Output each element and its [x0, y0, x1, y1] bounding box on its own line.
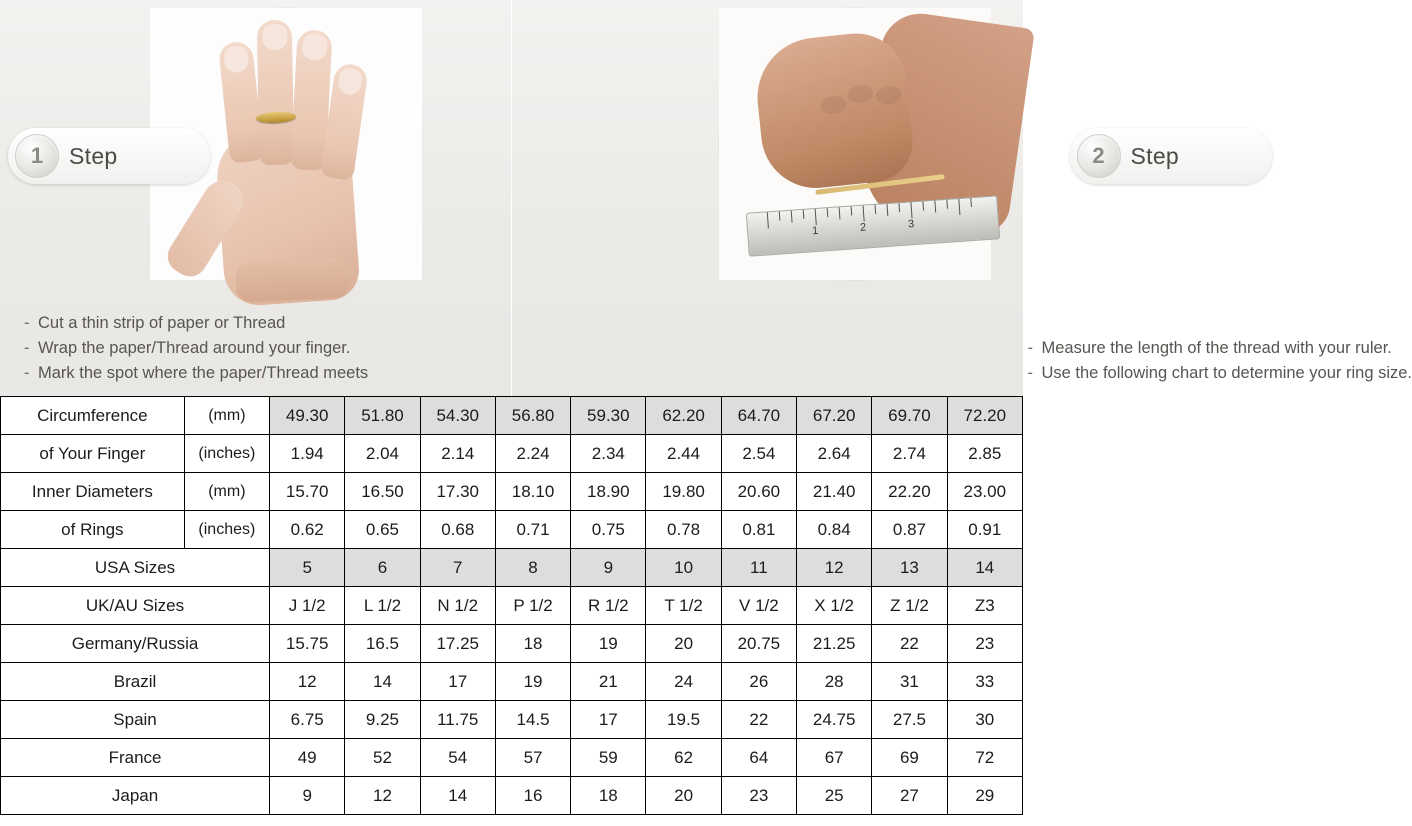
ruler-number: 1 — [811, 224, 819, 238]
instruction-text: Mark the spot where the paper/Thread meets — [38, 364, 369, 382]
cell: J 1/2 — [270, 587, 345, 625]
steps-section — [0, 0, 1412, 396]
cell: 59.30 — [571, 397, 646, 435]
cell: 21.25 — [797, 625, 872, 663]
row-label: Japan — [1, 777, 270, 815]
cell: R 1/2 — [571, 587, 646, 625]
table-row — [1, 663, 1023, 701]
cell: 49 — [270, 739, 345, 777]
step-panel-2 — [511, 0, 1412, 396]
cell: 9.25 — [345, 701, 420, 739]
cell: 23 — [947, 625, 1022, 663]
cell: 15.75 — [270, 625, 345, 663]
table-row — [1, 625, 1023, 663]
fingernail-shape — [262, 24, 288, 50]
cell: 26 — [721, 663, 796, 701]
cell: 28 — [797, 663, 872, 701]
cell: 56.80 — [495, 397, 570, 435]
cell: 18 — [571, 777, 646, 815]
cell: X 1/2 — [797, 587, 872, 625]
cell: 17.30 — [420, 473, 495, 511]
row-unit: (mm) — [184, 397, 269, 435]
row-label: USA Sizes — [1, 549, 270, 587]
cell: 10 — [646, 549, 721, 587]
instruction-line — [24, 361, 368, 386]
cell: 18 — [495, 625, 570, 663]
cell: 27.5 — [872, 701, 947, 739]
cell: 72.20 — [947, 397, 1022, 435]
cell: 67.20 — [797, 397, 872, 435]
cell: 22 — [721, 701, 796, 739]
cell: 0.87 — [872, 511, 947, 549]
cell: 6.75 — [270, 701, 345, 739]
table-row — [1, 587, 1023, 625]
cell: 21 — [571, 663, 646, 701]
ruler-number: 3 — [907, 218, 915, 231]
table-row — [1, 549, 1023, 587]
cell: 23 — [721, 777, 796, 815]
cell: 2.85 — [947, 435, 1022, 473]
row-label: Spain — [1, 701, 270, 739]
cell: 2.44 — [646, 435, 721, 473]
cell: 19 — [571, 625, 646, 663]
step-1-instructions — [24, 311, 368, 386]
cell: 54.30 — [420, 397, 495, 435]
step-badge-2 — [1070, 128, 1272, 184]
cell: 12 — [797, 549, 872, 587]
knuckle-shape — [846, 84, 874, 105]
cell: 1.94 — [270, 435, 345, 473]
cell: 18.90 — [571, 473, 646, 511]
cell: 69.70 — [872, 397, 947, 435]
cell: 27 — [872, 777, 947, 815]
step-2-photo — [719, 8, 991, 280]
cell: 16 — [495, 777, 570, 815]
row-unit: (inches) — [184, 511, 269, 549]
cell: 2.54 — [721, 435, 796, 473]
bullet-dash-icon: - — [1027, 339, 1033, 357]
cell: 67 — [797, 739, 872, 777]
cell: 16.50 — [345, 473, 420, 511]
cell: 7 — [420, 549, 495, 587]
cell: 22.20 — [872, 473, 947, 511]
row-label: UK/AU Sizes — [1, 587, 270, 625]
cell: 19 — [495, 663, 570, 701]
cell: 52 — [345, 739, 420, 777]
cell: 72 — [947, 739, 1022, 777]
cell: 29 — [947, 777, 1022, 815]
cell: N 1/2 — [420, 587, 495, 625]
cell: 30 — [947, 701, 1022, 739]
cell: 19.80 — [646, 473, 721, 511]
cell: 64 — [721, 739, 796, 777]
instruction-line — [24, 311, 368, 336]
bullet-dash-icon: - — [1027, 364, 1033, 382]
row-label: Germany/Russia — [1, 625, 270, 663]
fingernail-shape — [337, 67, 364, 96]
cell: 51.80 — [345, 397, 420, 435]
cell: 2.24 — [495, 435, 570, 473]
row-label: Brazil — [1, 663, 270, 701]
table-row — [1, 739, 1023, 777]
cell: 25 — [797, 777, 872, 815]
ring-size-table — [0, 396, 1023, 815]
knuckle-shape — [874, 85, 902, 106]
cell: 2.34 — [571, 435, 646, 473]
bullet-dash-icon: - — [24, 364, 30, 382]
cell: 6 — [345, 549, 420, 587]
table-row — [1, 473, 1023, 511]
cell: 33 — [947, 663, 1022, 701]
cell: 12 — [270, 663, 345, 701]
table-row — [1, 397, 1023, 435]
instruction-line — [1028, 361, 1412, 386]
cell: 2.64 — [797, 435, 872, 473]
cell: 0.68 — [420, 511, 495, 549]
cell: 23.00 — [947, 473, 1022, 511]
wrist-shape — [235, 257, 349, 303]
cell: 8 — [495, 549, 570, 587]
row-label: Inner Diameters — [1, 473, 185, 511]
cell: 0.78 — [646, 511, 721, 549]
step-panel-1 — [0, 0, 511, 396]
cell: Z3 — [947, 587, 1022, 625]
finger-shape — [257, 20, 295, 166]
row-unit: (mm) — [184, 473, 269, 511]
step-number-1: 1 — [15, 134, 59, 178]
cell: 18.10 — [495, 473, 570, 511]
cell: 24 — [646, 663, 721, 701]
cell: 69 — [872, 739, 947, 777]
cell: 54 — [420, 739, 495, 777]
cell: 19.5 — [646, 701, 721, 739]
instruction-text: Measure the length of the thread with your ruler. — [1041, 339, 1392, 357]
cell: 14 — [947, 549, 1022, 587]
cell: 0.71 — [495, 511, 570, 549]
cell: 0.65 — [345, 511, 420, 549]
step-badge-1 — [8, 128, 210, 184]
instruction-line — [1028, 336, 1412, 361]
table-row — [1, 511, 1023, 549]
instruction-text: Cut a thin strip of paper or Thread — [38, 314, 286, 332]
cell: T 1/2 — [646, 587, 721, 625]
step-label-2: Step — [1130, 142, 1180, 169]
cell: 57 — [495, 739, 570, 777]
cell: 24.75 — [797, 701, 872, 739]
cell: 62.20 — [646, 397, 721, 435]
row-label: Circumference — [1, 397, 185, 435]
ruler-shape — [745, 195, 999, 256]
cell: 11.75 — [420, 701, 495, 739]
cell: 2.14 — [420, 435, 495, 473]
step-label-1: Step — [69, 142, 118, 169]
cell: 9 — [270, 777, 345, 815]
table-row — [1, 435, 1023, 473]
cell: 0.81 — [721, 511, 796, 549]
cell: 17 — [571, 701, 646, 739]
step-2-instructions — [1028, 336, 1412, 386]
row-unit: (inches) — [184, 435, 269, 473]
cell: 14 — [420, 777, 495, 815]
ruler-number: 2 — [859, 221, 867, 234]
cell: P 1/2 — [495, 587, 570, 625]
cell: Z 1/2 — [872, 587, 947, 625]
cell: 15.70 — [270, 473, 345, 511]
hand-shape — [751, 29, 916, 194]
cell: 64.70 — [721, 397, 796, 435]
cell: L 1/2 — [345, 587, 420, 625]
cell: 2.74 — [872, 435, 947, 473]
cell: 16.5 — [345, 625, 420, 663]
hand-ruler-illustration — [719, 8, 991, 280]
cell: 20.75 — [721, 625, 796, 663]
cell: 20.60 — [721, 473, 796, 511]
cell: 12 — [345, 777, 420, 815]
cell: 22 — [872, 625, 947, 663]
cell: 20 — [646, 777, 721, 815]
bullet-dash-icon: - — [24, 314, 30, 332]
cell: 14.5 — [495, 701, 570, 739]
knuckle-shape — [819, 95, 847, 116]
fingernail-shape — [301, 33, 328, 60]
cell: 17 — [420, 663, 495, 701]
row-label: France — [1, 739, 270, 777]
row-label: of Rings — [1, 511, 185, 549]
step-number-2: 2 — [1077, 134, 1121, 178]
cell: 17.25 — [420, 625, 495, 663]
cell: 0.75 — [571, 511, 646, 549]
instruction-line — [24, 336, 368, 361]
instruction-text: Use the following chart to determine your ring size. — [1041, 364, 1412, 382]
cell: 2.04 — [345, 435, 420, 473]
cell: 59 — [571, 739, 646, 777]
cell: 11 — [721, 549, 796, 587]
cell: 5 — [270, 549, 345, 587]
cell: V 1/2 — [721, 587, 796, 625]
cell: 62 — [646, 739, 721, 777]
cell: 0.62 — [270, 511, 345, 549]
fingernail-shape — [223, 45, 250, 73]
cell: 13 — [872, 549, 947, 587]
cell: 49.30 — [270, 397, 345, 435]
cell: 9 — [571, 549, 646, 587]
cell: 0.91 — [947, 511, 1022, 549]
bullet-dash-icon: - — [24, 339, 30, 357]
cell: 0.84 — [797, 511, 872, 549]
instruction-text: Wrap the paper/Thread around your finger. — [38, 339, 351, 357]
cell: 21.40 — [797, 473, 872, 511]
table-row — [1, 777, 1023, 815]
row-label: of Your Finger — [1, 435, 185, 473]
table-row — [1, 701, 1023, 739]
cell: 20 — [646, 625, 721, 663]
cell: 31 — [872, 663, 947, 701]
cell: 14 — [345, 663, 420, 701]
